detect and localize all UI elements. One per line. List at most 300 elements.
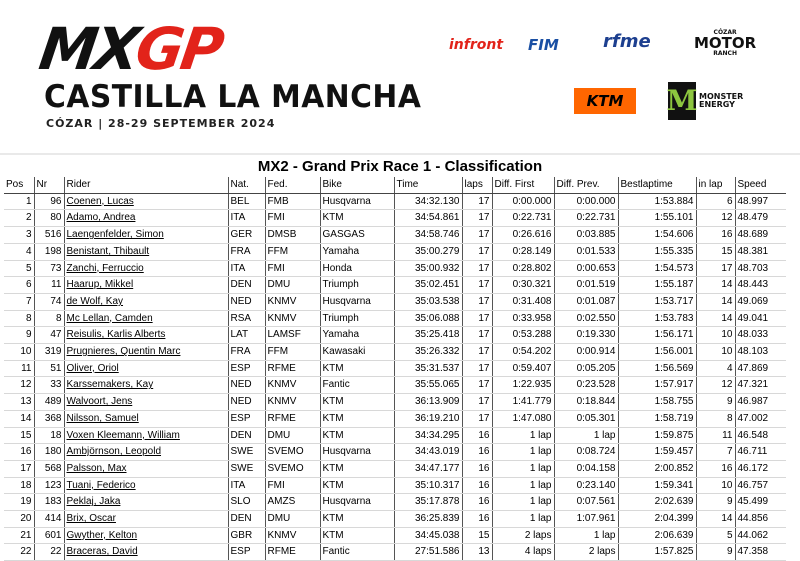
cell-bike: Honda [320,260,394,277]
cell-bestlaptime: 1:59.875 [618,427,696,444]
cell-nat: DEN [228,511,265,528]
cell-pos: 20 [4,511,34,528]
fim-logo: FIM [528,36,559,54]
cell-bestlaptime: 1:53.717 [618,293,696,310]
cell-bike: KTM [320,460,394,477]
cell-rider[interactable]: Adamo, Andrea [64,210,228,227]
cell-laps: 17 [462,243,492,260]
cell-diff-first: 0:33.958 [492,310,554,327]
cell-speed: 48.997 [735,193,786,210]
cell-time: 34:45.038 [394,527,462,544]
cell-diff-prev: 0:01.533 [554,243,618,260]
header-divider [0,153,800,155]
cell-bike: Triumph [320,310,394,327]
cell-bike: GASGAS [320,227,394,244]
cell-diff-prev: 2 laps [554,544,618,561]
cell-bestlaptime: 1:53.783 [618,310,696,327]
cell-speed: 46.711 [735,444,786,461]
cell-pos: 9 [4,327,34,344]
cell-pos: 16 [4,444,34,461]
cell-bestlaptime: 1:54.606 [618,227,696,244]
cell-diff-first: 0:54.202 [492,344,554,361]
cell-fed: KNMV [265,377,320,394]
table-row [4,210,786,227]
cell-bike: Fantic [320,377,394,394]
cell-fed: AMZS [265,494,320,511]
cell-time: 35:02.451 [394,277,462,294]
table-row [4,260,786,277]
cell-laps: 17 [462,210,492,227]
cell-nr: 33 [34,377,64,394]
cell-rider[interactable]: Ambjörnson, Leopold [64,444,228,461]
cell-fed: FFM [265,243,320,260]
cell-laps: 17 [462,277,492,294]
cell-nat: SWE [228,444,265,461]
cell-laps: 13 [462,544,492,561]
cell-diff-prev: 0:05.205 [554,360,618,377]
table-row [4,377,786,394]
cell-nr: 8 [34,310,64,327]
table-header-row [4,177,786,193]
cell-laps: 17 [462,394,492,411]
cell-nr: 368 [34,410,64,427]
cell-bike: KTM [320,394,394,411]
cell-diff-first: 2 laps [492,527,554,544]
cell-time: 35:17.878 [394,494,462,511]
cell-rider[interactable]: Prugnieres, Quentin Marc [64,344,228,361]
event-name: CASTILLA LA MANCHA [44,79,422,115]
cell-rider[interactable]: Karssemakers, Kay [64,377,228,394]
cell-nat: GER [228,227,265,244]
table-row [4,227,786,244]
cell-diff-prev: 0:02.550 [554,310,618,327]
cell-pos: 13 [4,394,34,411]
cell-bestlaptime: 2:06.639 [618,527,696,544]
cell-diff-first: 0:53.288 [492,327,554,344]
cell-rider[interactable]: Reisulis, Karlis Alberts [64,327,228,344]
cell-diff-prev: 0:19.330 [554,327,618,344]
cell-bike: Kawasaki [320,344,394,361]
cell-rider[interactable]: Voxen Kleemann, William [64,427,228,444]
cell-rider[interactable]: Peklaj, Jaka [64,494,228,511]
cell-laps: 17 [462,310,492,327]
cell-diff-prev: 0:04.158 [554,460,618,477]
cell-nat: ESP [228,544,265,561]
classification-table [4,177,786,561]
cell-bike: KTM [320,360,394,377]
cell-in-lap: 16 [696,460,735,477]
cell-bestlaptime: 1:59.457 [618,444,696,461]
cell-time: 35:26.332 [394,344,462,361]
table-row [4,277,786,294]
cell-bike: Husqvarna [320,193,394,210]
cell-pos: 8 [4,310,34,327]
cell-diff-first: 0:59.407 [492,360,554,377]
logo-mx-text: MX [35,15,142,83]
col-header-nat: Nat. [228,177,265,193]
cozar-logo-bottom: RANCH [713,50,737,57]
cell-rider[interactable]: Tuani, Federico [64,477,228,494]
table-row [4,511,786,528]
cell-nat: NED [228,293,265,310]
cell-time: 36:13.909 [394,394,462,411]
event-header [0,0,800,150]
cell-nat: RSA [228,310,265,327]
cell-diff-first: 1:41.779 [492,394,554,411]
cell-diff-first: 1 lap [492,444,554,461]
cell-time: 34:47.177 [394,460,462,477]
cell-pos: 11 [4,360,34,377]
cell-time: 34:58.746 [394,227,462,244]
cell-diff-first: 4 laps [492,544,554,561]
cell-time: 35:10.317 [394,477,462,494]
cell-fed: KNMV [265,293,320,310]
cell-nr: 601 [34,527,64,544]
cell-diff-prev: 0:23.528 [554,377,618,394]
cell-laps: 17 [462,360,492,377]
col-header-diff-prev: Diff. Prev. [554,177,618,193]
cell-in-lap: 9 [696,394,735,411]
col-header-bike: Bike [320,177,394,193]
cell-speed: 48.443 [735,277,786,294]
logo-gp-text: GP [131,15,226,83]
cell-diff-prev: 0:01.519 [554,277,618,294]
cell-pos: 15 [4,427,34,444]
cell-rider[interactable]: Brix, Oscar [64,511,228,528]
cell-speed: 46.987 [735,394,786,411]
cell-pos: 7 [4,293,34,310]
cell-nat: BEL [228,193,265,210]
cell-diff-first: 0:30.321 [492,277,554,294]
cell-nat: NED [228,377,265,394]
cell-rider[interactable]: Walvoort, Jens [64,394,228,411]
cell-laps: 17 [462,344,492,361]
cell-in-lap: 8 [696,410,735,427]
cell-speed: 47.869 [735,360,786,377]
table-row [4,477,786,494]
cell-diff-prev: 0:03.885 [554,227,618,244]
cell-time: 35:55.065 [394,377,462,394]
cell-nat: ITA [228,477,265,494]
cell-in-lap: 10 [696,327,735,344]
table-row [4,410,786,427]
cell-in-lap: 4 [696,360,735,377]
cell-diff-first: 1:47.080 [492,410,554,427]
col-header-pos: Pos [4,177,34,193]
classification-title: MX2 - Grand Prix Race 1 - Classification [257,158,543,175]
cell-diff-first: 1 lap [492,477,554,494]
cell-bike: KTM [320,477,394,494]
cell-bestlaptime: 1:58.719 [618,410,696,427]
cell-speed: 49.041 [735,310,786,327]
cell-diff-first: 1 lap [492,511,554,528]
cell-bestlaptime: 1:57.917 [618,377,696,394]
monster-logo-text [699,93,743,109]
rfme-logo-text: rfme [603,31,651,52]
cell-in-lap: 12 [696,210,735,227]
cell-nr: 22 [34,544,64,561]
col-header-speed: Speed [735,177,786,193]
cell-in-lap: 11 [696,427,735,444]
table-row [4,427,786,444]
event-location-date: CÓZAR | 28-29 SEPTEMBER 2024 [46,117,276,130]
rfme-logo [603,33,651,51]
cell-diff-first: 1 lap [492,460,554,477]
cell-diff-prev: 0:07.561 [554,494,618,511]
cell-rider[interactable]: Oliver, Oriol [64,360,228,377]
cell-in-lap: 14 [696,310,735,327]
cell-in-lap: 9 [696,544,735,561]
cell-bestlaptime: 1:54.573 [618,260,696,277]
cell-diff-first: 0:26.616 [492,227,554,244]
cell-nat: FRA [228,344,265,361]
cell-rider[interactable]: Mc Lellan, Camden [64,310,228,327]
cell-pos: 6 [4,277,34,294]
cell-rider[interactable]: Zanchi, Ferruccio [64,260,228,277]
cell-rider[interactable]: Nilsson, Samuel [64,410,228,427]
cell-diff-prev: 0:18.844 [554,394,618,411]
cell-speed: 47.321 [735,377,786,394]
cell-in-lap: 14 [696,277,735,294]
cell-nat: GBR [228,527,265,544]
col-header-in-lap: in lap [696,177,735,193]
cell-bestlaptime: 1:57.825 [618,544,696,561]
infront-logo: infront [449,37,504,53]
cell-time: 35:31.537 [394,360,462,377]
cell-pos: 18 [4,477,34,494]
col-header-fed: Fed. [265,177,320,193]
table-row [4,460,786,477]
cell-nr: 516 [34,227,64,244]
ktm-logo: KTM [574,88,636,114]
cell-nr: 18 [34,427,64,444]
cell-fed: SVEMO [265,444,320,461]
cell-diff-first: 0:00.000 [492,193,554,210]
cell-fed: FMB [265,193,320,210]
cell-pos: 19 [4,494,34,511]
col-header-rider: Rider [64,177,228,193]
cell-diff-prev: 0:22.731 [554,210,618,227]
cell-nr: 123 [34,477,64,494]
cell-bike: Fantic [320,544,394,561]
cell-bike: Triumph [320,277,394,294]
cell-bike: KTM [320,511,394,528]
table-row [4,243,786,260]
cell-laps: 16 [462,460,492,477]
cell-bike: KTM [320,427,394,444]
cell-in-lap: 16 [696,227,735,244]
cozar-motor-ranch-logo [694,30,756,57]
cell-speed: 48.479 [735,210,786,227]
cell-speed: 47.358 [735,544,786,561]
cell-rider[interactable]: Laengenfelder, Simon [64,227,228,244]
cell-bestlaptime: 1:55.187 [618,277,696,294]
cell-in-lap: 7 [696,444,735,461]
cell-diff-prev: 0:01.087 [554,293,618,310]
cell-bestlaptime: 2:02.639 [618,494,696,511]
cell-pos: 17 [4,460,34,477]
cell-speed: 48.703 [735,260,786,277]
cell-time: 34:34.295 [394,427,462,444]
cell-laps: 17 [462,260,492,277]
cell-bestlaptime: 1:58.755 [618,394,696,411]
cell-diff-prev: 1 lap [554,527,618,544]
cell-time: 27:51.586 [394,544,462,561]
cell-laps: 17 [462,377,492,394]
cell-nat: NED [228,394,265,411]
cell-pos: 2 [4,210,34,227]
cell-bike: KTM [320,410,394,427]
cozar-logo-top: CÓZAR [713,29,737,36]
cell-fed: KNMV [265,394,320,411]
cell-fed: DMSB [265,227,320,244]
cell-laps: 16 [462,427,492,444]
cell-speed: 46.757 [735,477,786,494]
table-row [4,527,786,544]
cell-fed: KNMV [265,527,320,544]
cell-rider[interactable]: Coenen, Lucas [64,193,228,210]
cell-nat: ITA [228,210,265,227]
mxgp-logo [35,15,226,83]
cell-rider[interactable]: Haarup, Mikkel [64,277,228,294]
cell-time: 35:00.279 [394,243,462,260]
cell-pos: 21 [4,527,34,544]
cell-nr: 74 [34,293,64,310]
cozar-logo-main: MOTOR [694,34,757,52]
cell-diff-first: 1 lap [492,427,554,444]
cell-diff-first: 0:28.149 [492,243,554,260]
cell-bike: Husqvarna [320,293,394,310]
cell-fed: FMI [265,260,320,277]
table-row [4,344,786,361]
cell-rider[interactable]: Braceras, David [64,544,228,561]
cell-speed: 44.856 [735,511,786,528]
cell-fed: FMI [265,210,320,227]
cell-nat: SLO [228,494,265,511]
cell-diff-first: 1 lap [492,494,554,511]
cell-bestlaptime: 1:59.341 [618,477,696,494]
cell-diff-first: 0:28.802 [492,260,554,277]
cell-bestlaptime: 2:00.852 [618,460,696,477]
cell-pos: 14 [4,410,34,427]
cell-fed: DMU [265,511,320,528]
col-header-time: Time [394,177,462,193]
cell-in-lap: 6 [696,193,735,210]
cell-in-lap: 10 [696,344,735,361]
cell-bestlaptime: 1:56.001 [618,344,696,361]
cell-fed: KNMV [265,310,320,327]
cell-in-lap: 14 [696,293,735,310]
cell-bike: KTM [320,527,394,544]
cell-laps: 16 [462,494,492,511]
cell-rider[interactable]: de Wolf, Kay [64,293,228,310]
col-header-diff-first: Diff. First [492,177,554,193]
cell-laps: 17 [462,293,492,310]
cell-speed: 48.381 [735,243,786,260]
col-header-laps: laps [462,177,492,193]
cell-bestlaptime: 1:55.335 [618,243,696,260]
cell-speed: 44.062 [735,527,786,544]
cell-nr: 319 [34,344,64,361]
cell-pos: 12 [4,377,34,394]
cell-nr: 183 [34,494,64,511]
cell-time: 34:43.019 [394,444,462,461]
cell-fed: FMI [265,477,320,494]
table-row [4,360,786,377]
table-row [4,193,786,210]
cell-pos: 5 [4,260,34,277]
cell-rider[interactable]: Benistant, Thibault [64,243,228,260]
cell-speed: 47.002 [735,410,786,427]
cell-diff-prev: 0:05.301 [554,410,618,427]
cell-diff-prev: 0:00.914 [554,344,618,361]
cell-laps: 17 [462,193,492,210]
cell-nat: DEN [228,427,265,444]
cell-nat: SWE [228,460,265,477]
cell-laps: 17 [462,410,492,427]
cell-time: 36:19.210 [394,410,462,427]
cell-pos: 3 [4,227,34,244]
cell-time: 36:25.839 [394,511,462,528]
table-row [4,293,786,310]
cell-rider[interactable]: Gwyther, Kelton [64,527,228,544]
cell-nr: 96 [34,193,64,210]
cell-fed: DMU [265,277,320,294]
cell-nat: FRA [228,243,265,260]
classification-body [4,193,786,560]
monster-logo-text-1: MONSTER [699,92,744,101]
cell-speed: 48.689 [735,227,786,244]
cell-time: 35:00.932 [394,260,462,277]
cell-nr: 73 [34,260,64,277]
cell-bike: KTM [320,210,394,227]
cell-fed: RFME [265,360,320,377]
cell-diff-prev: 0:08.724 [554,444,618,461]
col-header-bestlaptime: Bestlaptime [618,177,696,193]
cell-bestlaptime: 1:53.884 [618,193,696,210]
cell-time: 35:25.418 [394,327,462,344]
cell-diff-prev: 1 lap [554,427,618,444]
table-row [4,544,786,561]
cell-bike: Husqvarna [320,444,394,461]
cell-bike: Yamaha [320,243,394,260]
monster-energy-logo [668,80,750,122]
cell-diff-prev: 0:00.653 [554,260,618,277]
cell-diff-prev: 1:07.961 [554,511,618,528]
cell-diff-prev: 0:00.000 [554,193,618,210]
cell-time: 34:54.861 [394,210,462,227]
table-row [4,327,786,344]
cell-diff-first: 0:31.408 [492,293,554,310]
cell-in-lap: 17 [696,260,735,277]
cell-bestlaptime: 2:04.399 [618,511,696,528]
cell-speed: 46.172 [735,460,786,477]
cell-nr: 414 [34,511,64,528]
cell-nr: 180 [34,444,64,461]
monster-logo-text-2: ENERGY [699,100,735,109]
cell-diff-first: 0:22.731 [492,210,554,227]
cell-speed: 48.103 [735,344,786,361]
cell-time: 35:03.538 [394,293,462,310]
cell-rider[interactable]: Palsson, Max [64,460,228,477]
cell-laps: 17 [462,227,492,244]
cell-laps: 16 [462,444,492,461]
cell-time: 34:32.130 [394,193,462,210]
cell-time: 35:06.088 [394,310,462,327]
cell-speed: 49.069 [735,293,786,310]
cell-fed: RFME [265,544,320,561]
cell-nr: 80 [34,210,64,227]
